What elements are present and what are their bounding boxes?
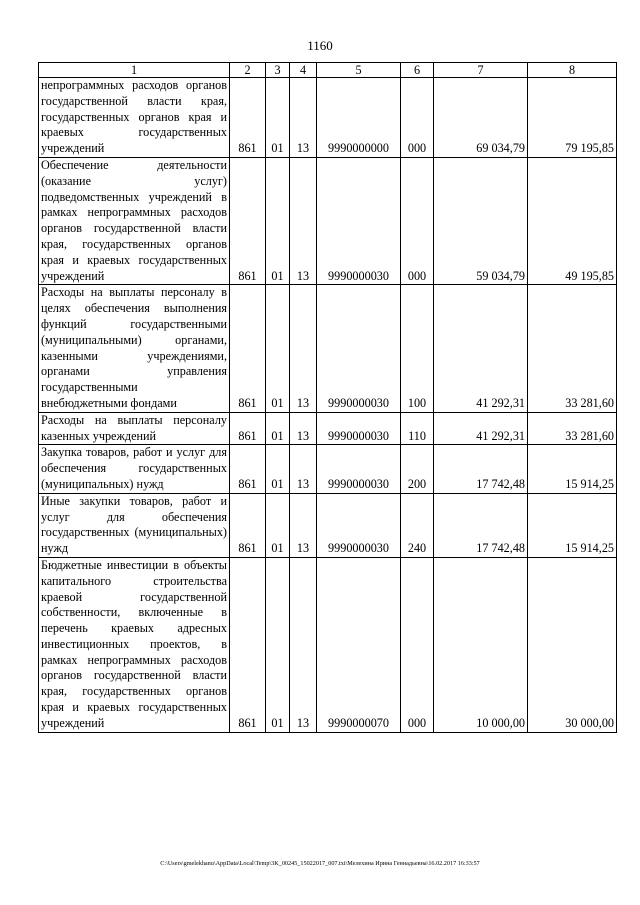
- expense-type-code: 100: [401, 285, 434, 412]
- target-article-code: 9990000030: [317, 412, 401, 445]
- column-header: 1: [39, 63, 230, 78]
- table-row: [39, 557, 617, 732]
- section-code: 01: [266, 493, 290, 557]
- target-article-code: 9990000030: [317, 445, 401, 493]
- section-code: 01: [266, 412, 290, 445]
- amount-column-7: 10 000,00: [434, 557, 528, 732]
- amount-column-7: 17 742,48: [434, 445, 528, 493]
- amount-column-8: 49 195,85: [528, 157, 617, 284]
- expense-type-code: 000: [401, 78, 434, 158]
- section-code: 01: [266, 78, 290, 158]
- subsection-code: 13: [290, 412, 317, 445]
- subsection-code: 13: [290, 557, 317, 732]
- amount-column-7: 59 034,79: [434, 157, 528, 284]
- subsection-code: 13: [290, 157, 317, 284]
- subsection-code: 13: [290, 493, 317, 557]
- amount-column-8: 79 195,85: [528, 78, 617, 158]
- column-header: 6: [401, 63, 434, 78]
- amount-column-8: 33 281,60: [528, 412, 617, 445]
- file-path-footer: C:\Users\gmelekhanu\AppData\Local\Temp\3K_00245_15022017_007.txt\Мелехина Ирина Геннадьевна\16.02.2017 16:33:57: [160, 860, 480, 867]
- amount-column-7: 41 292,31: [434, 285, 528, 412]
- target-article-code: 9990000030: [317, 285, 401, 412]
- amount-column-8: 30 000,00: [528, 557, 617, 732]
- page-number: 1160: [307, 38, 333, 53]
- amount-column-8: 33 281,60: [528, 285, 617, 412]
- expense-name: Бюджетные инвестиции в объекты капитального строительства краевой государственной собственности, включенные в перечень краевых адресных инвестиционных проектов, в рамках непрограммных расходов органов государственной власти края, государственных органов края и краевых государственных учреждений: [39, 557, 230, 732]
- column-header: 4: [290, 63, 317, 78]
- expense-name: Обеспечение деятельности (оказание услуг) подведомственных учреждений в рамках непрограммных расходов органов государственной власти края, государственных органов края и краевых государственных учреждений: [39, 157, 230, 284]
- column-header: 2: [230, 63, 266, 78]
- section-code: 01: [266, 445, 290, 493]
- target-article-code: 9990000070: [317, 557, 401, 732]
- ministry-code: 861: [230, 445, 266, 493]
- subsection-code: 13: [290, 285, 317, 412]
- table-row: [39, 157, 617, 284]
- amount-column-7: 41 292,31: [434, 412, 528, 445]
- expense-type-code: 200: [401, 445, 434, 493]
- section-code: 01: [266, 157, 290, 284]
- table-row: [39, 78, 617, 158]
- column-header: 8: [528, 63, 617, 78]
- table-row: [39, 285, 617, 412]
- expense-name: непрограммных расходов органов государственной власти края, государственных органов края и краевых государственных учреждений: [39, 78, 230, 158]
- expense-name: Иные закупки товаров, работ и услуг для обеспечения государственных (муниципальных) нужд: [39, 493, 230, 557]
- expense-type-code: 110: [401, 412, 434, 445]
- ministry-code: 861: [230, 493, 266, 557]
- expense-name: Закупка товаров, работ и услуг для обеспечения государственных (муниципальных) нужд: [39, 445, 230, 493]
- ministry-code: 861: [230, 78, 266, 158]
- ministry-code: 861: [230, 557, 266, 732]
- target-article-code: 9990000000: [317, 78, 401, 158]
- column-header: 3: [266, 63, 290, 78]
- amount-column-8: 15 914,25: [528, 445, 617, 493]
- amount-column-7: 17 742,48: [434, 493, 528, 557]
- header-row: [39, 63, 617, 78]
- amount-column-7: 69 034,79: [434, 78, 528, 158]
- table-row: [39, 445, 617, 493]
- table-row: [39, 412, 617, 445]
- expense-type-code: 000: [401, 157, 434, 284]
- expense-type-code: 000: [401, 557, 434, 732]
- target-article-code: 9990000030: [317, 157, 401, 284]
- subsection-code: 13: [290, 78, 317, 158]
- budget-table: [38, 62, 617, 733]
- column-header: 5: [317, 63, 401, 78]
- ministry-code: 861: [230, 285, 266, 412]
- column-header: 7: [434, 63, 528, 78]
- expense-name: Расходы на выплаты персоналу казенных учреждений: [39, 412, 230, 445]
- ministry-code: 861: [230, 412, 266, 445]
- expense-type-code: 240: [401, 493, 434, 557]
- table-row: [39, 493, 617, 557]
- section-code: 01: [266, 285, 290, 412]
- subsection-code: 13: [290, 445, 317, 493]
- section-code: 01: [266, 557, 290, 732]
- target-article-code: 9990000030: [317, 493, 401, 557]
- ministry-code: 861: [230, 157, 266, 284]
- amount-column-8: 15 914,25: [528, 493, 617, 557]
- expense-name: Расходы на выплаты персоналу в целях обеспечения выполнения функций государственными (муниципальными) органами, казенными учреждениями, органами управления государственными внебюджетными фондами: [39, 285, 230, 412]
